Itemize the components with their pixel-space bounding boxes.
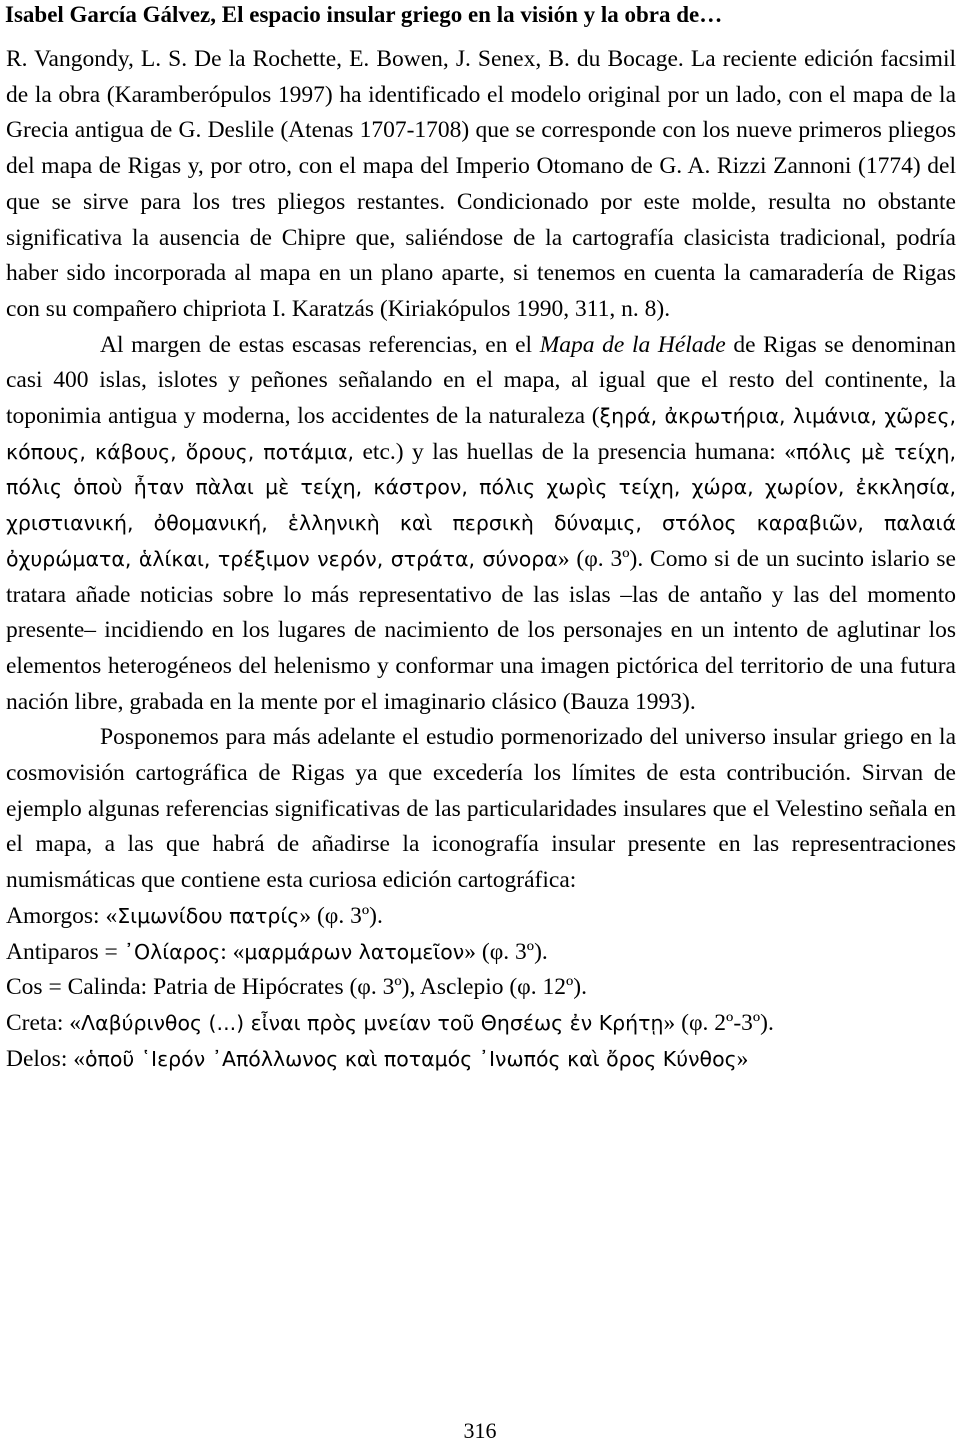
main-text [6,42,956,1077]
greek-terms-nature: ξηρά, ἀκρωτήρια, λιμάνια, χῶρες, κόπους, κάβους, ὅρους, ποτάμια, [6,404,956,464]
entry-cos [6,970,956,1006]
paragraph-2-text-c: etc.) y las huellas de la presencia humana: « [354,438,797,465]
entry-greek: ὁποῦ ῾Ιερόν ᾽Απόλλωνος καὶ ποταμός ᾽Ινωπός καὶ ὄρος Κύνθος [84,1046,737,1071]
entry-text: » (φ. 2º-3º). [663,1009,774,1036]
entry-greek: Σιμωνίδου πατρίς [117,903,300,928]
entry-creta [6,1006,956,1042]
paragraph-2-text-d: » (φ. 3º). Como si de un sucinto islario se tratara añade noticias sobre lo más representativo de las islas –las de antaño y las del momento presente– incidiendo en los lugares de nacimiento de los personajes en un intento de aglutinar los elementos heterogéneos del helenismo y conformar una imagen pictórica del territorio de una futura nación libre, grabada en la mente por el imaginario clásico (Bauza 1993). [6,545,956,715]
entry-text: Delos: « [6,1045,85,1072]
entry-text: : « [220,938,245,965]
entry-amorgos [6,899,956,935]
entry-greek: μαρμάρων λατομεῖον [244,939,465,964]
entry-text: » (φ. 3º). [299,902,383,929]
map-title-italic: Mapa de la Hélade [539,331,726,358]
greek-terms-human: πόλις μὲ τείχη, πόλις ὁποὺ ἦταν πὰλαι μὲ τείχη, κάστρον, πόλις χωρὶς τείχη, χώρα, χωρίον, ἐκκλησία, χριστιανική, ὀθομανική, ἑλληνικὴ καὶ περσικὴ δύναμις, στόλος καραβιῶν, παλαιά ὀχυρώματα, ἁλίκαι, τρέξιμον νερόν, στράτα, σύνορα [6,439,956,571]
page-number: 316 [463,1418,497,1443]
entry-greek: Λαβύρινθος (...) εἶναι πρὸς μνείαν τοῦ Θησέως ἐν Κρήτῃ [81,1010,664,1035]
entry-text: Creta: « [6,1009,82,1036]
entry-text: Antiparos = [6,938,124,965]
entry-antiparos [6,935,956,971]
entry-text: Cos = Calinda: Patria de Hipócrates (φ. 3º), Asclepio (φ. 12º). [6,974,587,1001]
entry-text: Amorgos: « [6,902,118,929]
entry-text: » [736,1045,749,1072]
entry-text: » (φ. 3º). [464,938,548,965]
paragraph-1-text: R. Vangondy, L. S. De la Rochette, E. Bowen, J. Senex, B. du Bocage. La reciente edición facsimil de la obra (Karamberópulos 1997) ha identificado el modelo original por un lado, con el mapa de la Grecia antigua de G. Deslile (Atenas 1707-1708) que se corresponde con los nueve primeros pliegos del mapa de Rigas y, por otro, con el mapa del Imperio Otomano de G. A. Rizzi Zannoni (1774) del que se sirve para los tres pliegos restantes. Condicionado por este molde, resulta no obstante significativa la ausencia de Chipre que, saliéndose de la cartografía clasicista tradicional, podría haber sido incorporada al mapa en un plano aparte, si tenemos en cuenta la camaradería de Rigas con su compañero chipriota I. Karatzás (Kiriakópulos 1990, 311, n. 8). [6,46,956,322]
running-header: Isabel García Gálvez, El espacio insular griego en la visión y la obra de… [5,2,723,27]
entry-delos [6,1042,956,1078]
paragraph-1 [6,42,956,328]
paragraph-2-text-b: de Rigas se denominan casi 400 islas, islotes y peñones señalando en el mapa, al igual que el resto del continente, la toponimia antigua y moderna, los accidentes de la naturaleza ( [6,331,956,430]
entry-greek: ᾽Ολίαρος [123,939,221,964]
paragraph-3-text: Posponemos para más adelante el estudio pormenorizado del universo insular griego en la cosmovisión cartográfica de Rigas ya que excedería los límites de esta contribución. Sirvan de ejemplo algunas referencias significativas de las particularidades insulares que el Velestino señala en el mapa, a las que habrá de añadirse la iconografía insular presente en las representraciones numismáticas que contiene esta curiosa edición cartográfica: [6,724,956,894]
paragraph-2 [6,328,956,721]
paragraph-3 [6,720,956,899]
paragraph-2-text-a: Al margen de estas escasas referencias, en el [100,331,540,358]
